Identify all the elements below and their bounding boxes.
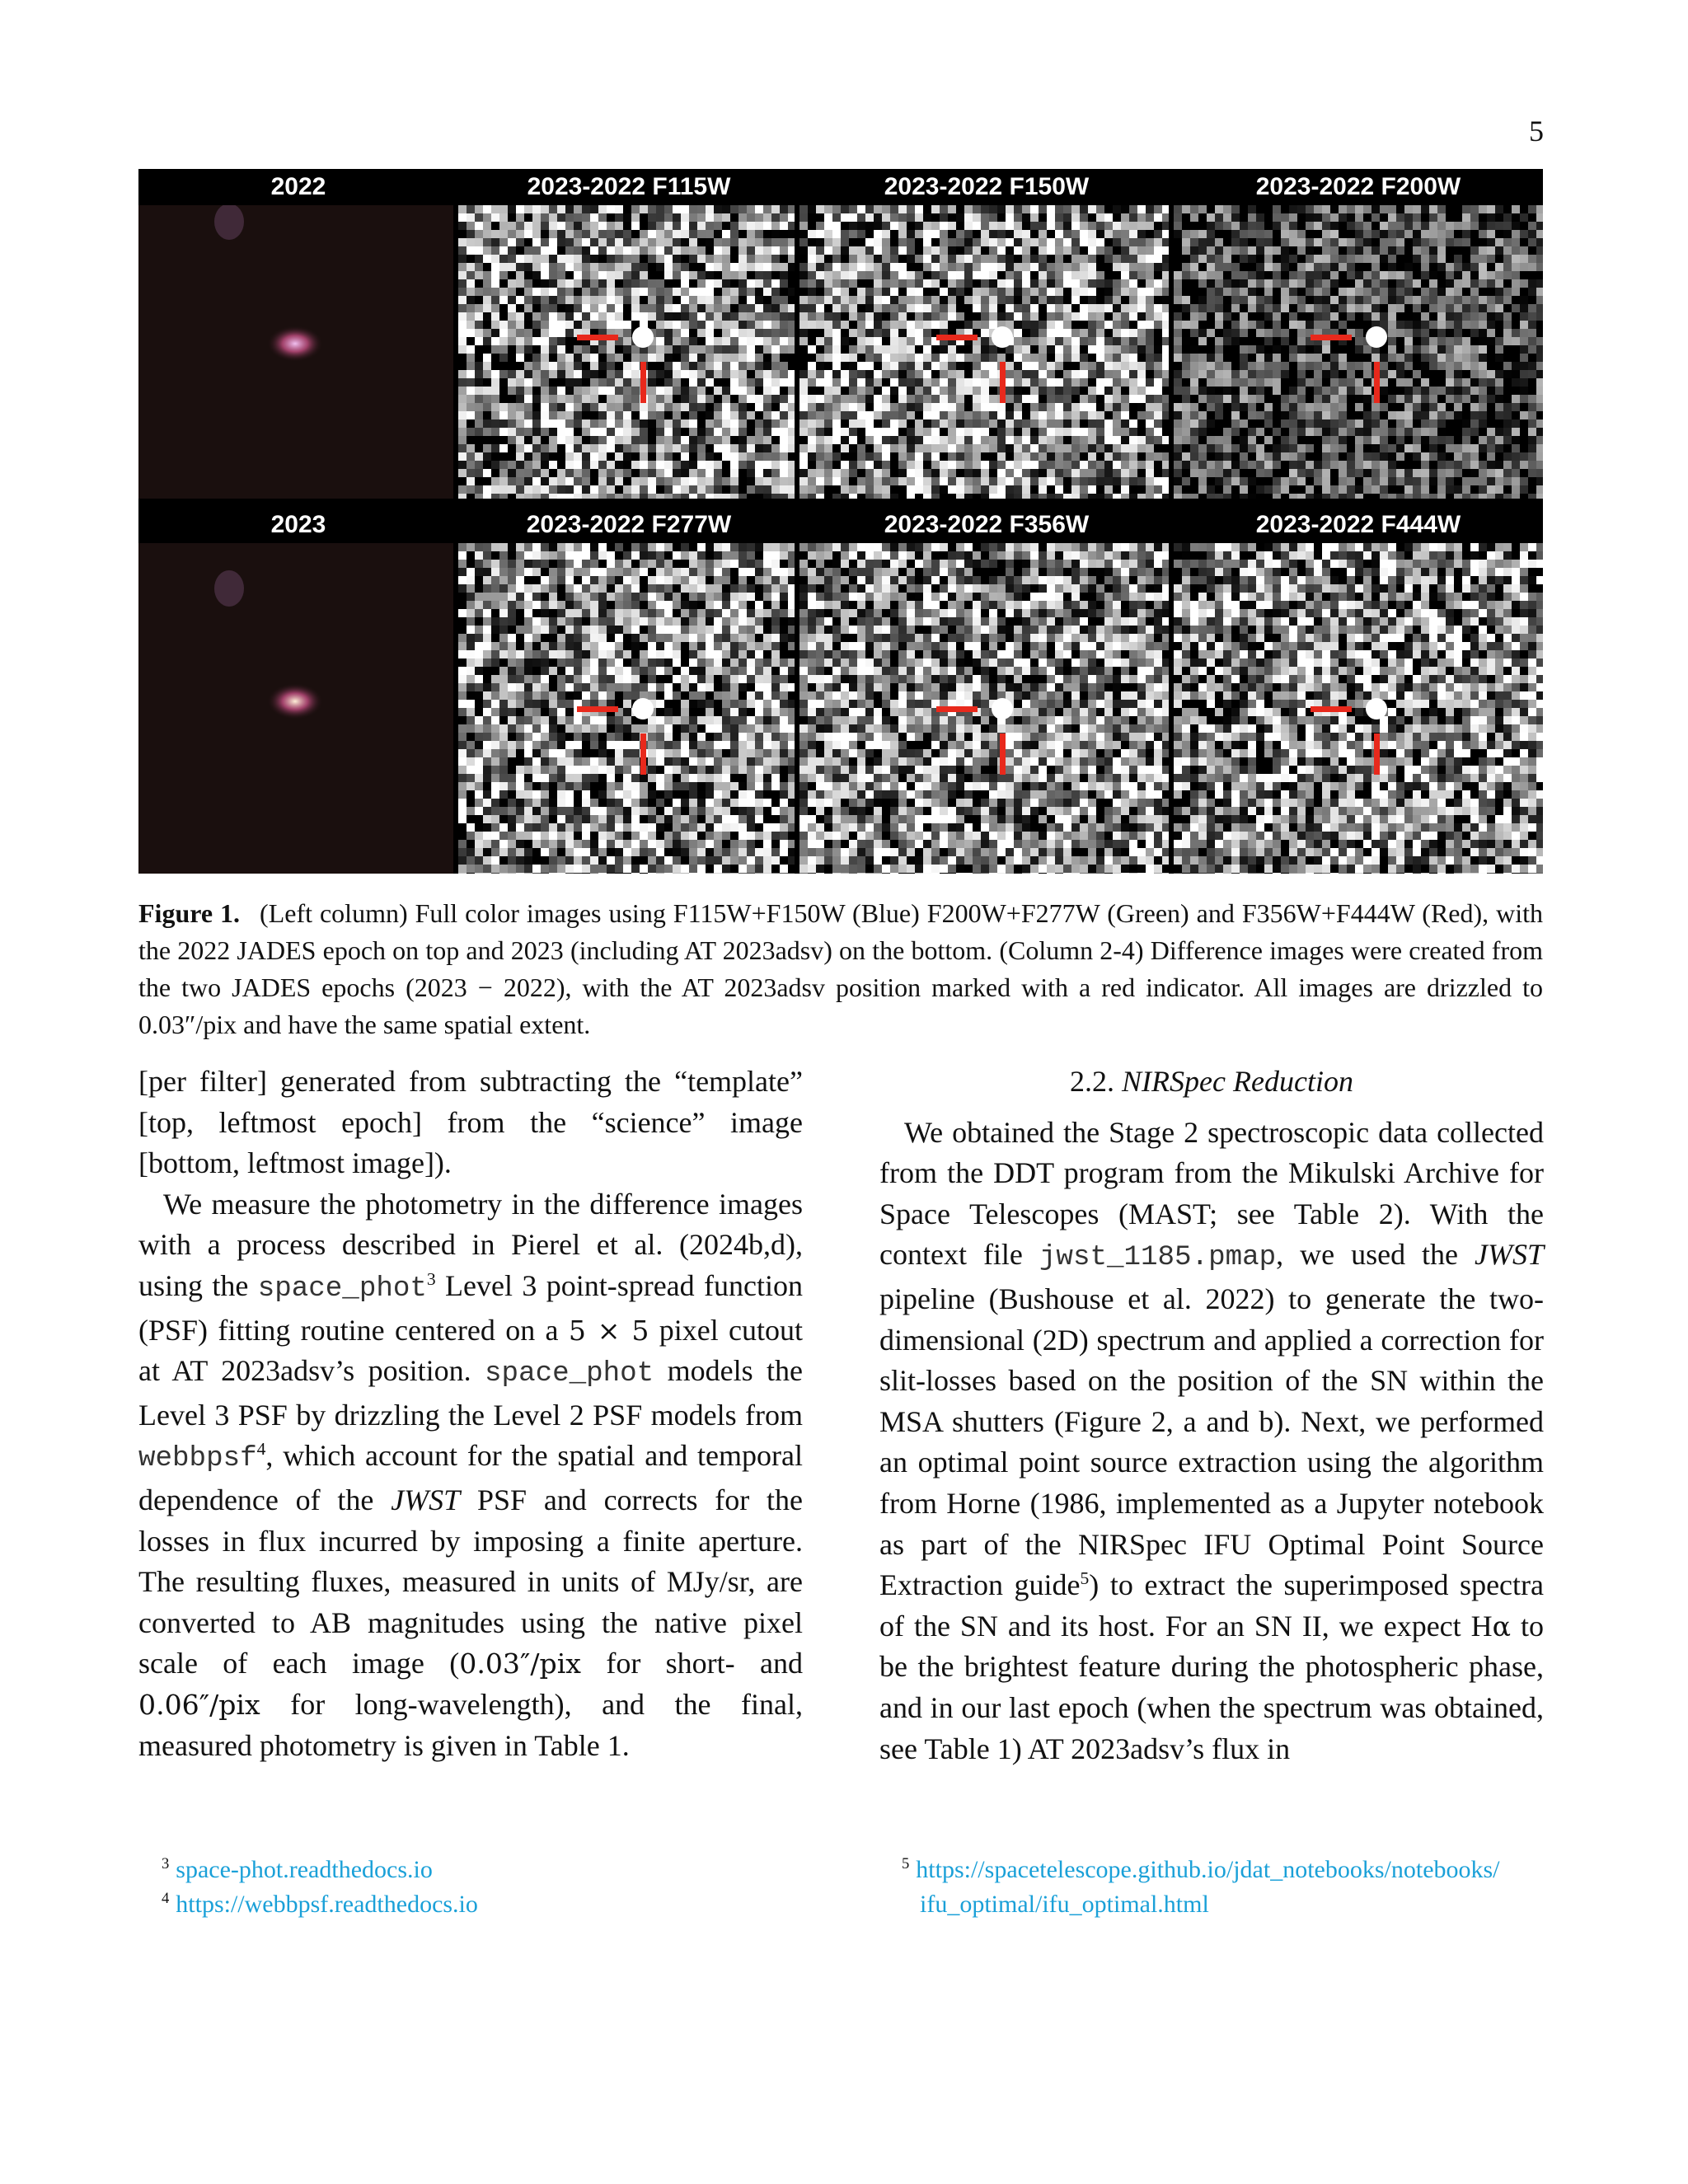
- color-image-panel-1: [138, 169, 458, 499]
- footnote-ref-5[interactable]: 5: [1080, 1568, 1090, 1589]
- neighbor-galaxy-blob: [214, 570, 244, 607]
- marker-vertical: [1000, 362, 1006, 403]
- figure-1-image-grid: [138, 169, 1543, 874]
- panel-label: 2023: [138, 507, 458, 543]
- footnotes-left: [162, 1853, 478, 1922]
- marker-horizontal: [577, 335, 618, 340]
- marker-vertical: [640, 733, 646, 775]
- difference-image-panel-4: [1174, 169, 1543, 499]
- math-003: 0.03″/pix: [459, 1647, 581, 1680]
- panel-label: 2023-2022 F356W: [799, 507, 1174, 543]
- footnote-4: $^4$ https://webbpsf.readthedocs.io: [162, 1890, 478, 1918]
- neighbor-galaxy-blob: [214, 205, 244, 240]
- marker-vertical: [1374, 733, 1380, 775]
- footnote-link-3[interactable]: space-phot.readthedocs.io: [176, 1856, 433, 1883]
- transient-source: [992, 326, 1013, 348]
- color-cutout: [138, 543, 453, 874]
- page-number: 5: [1529, 115, 1544, 148]
- footnote-5: $^5$ https://spacetelescope.github.io/jdat_notebooks/notebooks/: [902, 1855, 1500, 1883]
- right-column: [879, 1062, 1544, 1769]
- host-galaxy-blob: [267, 326, 323, 362]
- panel-label: 2023-2022 F277W: [458, 507, 799, 543]
- transient-source: [1366, 698, 1387, 719]
- difference-image-panel-6: [458, 507, 799, 874]
- footnote-link-5-cont[interactable]: ifu_optimal/ifu_optimal.html: [920, 1891, 1209, 1918]
- panel-label: 2023-2022 F444W: [1174, 507, 1543, 543]
- code-webbpsf: webbpsf: [138, 1443, 257, 1475]
- math-5x5: 5 × 5: [568, 1314, 649, 1347]
- jwst-italic: JWST: [391, 1483, 461, 1516]
- difference-image-panel-8: [1174, 507, 1543, 874]
- math-alpha: α: [1492, 1610, 1512, 1643]
- color-cutout: [138, 205, 453, 499]
- paragraph-nirspec: We obtained the Stage 2 spectroscopic data collected from the DDT program from the Mikulski Archive for Space Telescopes (MAST; see Table 2). With the context file jwst_1185.pmap, we used the JWST pipeline (Bushouse et al. 2022) to generate the two-dimensional (2D) spectrum and applied a correction for slit-losses based on the position of the SN within the MSA shutters (Figure 2, a and b). Next, we performed an optimal point source extraction using the algorithm from Horne (1986, implemented as a Jupyter notebook as part of the NIRSpec IFU Optimal Point Source Extraction guide$^5$) to extract the superimposed spectra of the SN and its host. For an SN II, we expect Hα to be the brightest feature during the photospheric phase, and in our last epoch (when the spectrum was obtained, see Table 1) AT 2023adsv’s flux in: [879, 1115, 1545, 1765]
- panel-label: 2022: [138, 169, 458, 205]
- left-column: [138, 1062, 803, 1766]
- footnote-3: $^3$ space-phot.readthedocs.io: [162, 1855, 433, 1883]
- panel-label: 2023-2022 F200W: [1174, 169, 1543, 205]
- transient-source: [1366, 326, 1387, 348]
- footnote-ref-4[interactable]: 4: [256, 1439, 266, 1460]
- section-heading: 2.2. NIRSpec Reduction: [1070, 1065, 1353, 1098]
- figure-caption: [138, 895, 1543, 1043]
- transient-source: [632, 326, 654, 348]
- jwst-italic: JWST: [1475, 1238, 1545, 1272]
- difference-image-panel-7: [799, 507, 1174, 874]
- footnotes-right: [902, 1853, 1578, 1922]
- marker-horizontal: [936, 706, 978, 712]
- host-galaxy-blob: [267, 683, 323, 719]
- marker-horizontal: [1311, 335, 1352, 340]
- code-space-phot: space_phot: [485, 1358, 654, 1390]
- caption-text: (Left column) Full color images using F115W+F150W (Blue) F200W+F277W (Green) and F356W+F444W (Red), with the 2022 JADES epoch on top and 2023 (including AT 2023adsv) on the bottom. (Column 2-4) Difference images were created from the two JADES epochs (2023 − 2022), with the AT 2023adsv position marked with a red indicator. All images are drizzled to 0.03″/pix and have the same spatial extent.: [138, 898, 1544, 1039]
- transient-source: [992, 698, 1013, 719]
- marker-vertical: [1000, 733, 1006, 775]
- difference-image-panel-2: [458, 169, 799, 499]
- panel-label: 2023-2022 F150W: [799, 169, 1174, 205]
- transient-source: [632, 698, 654, 719]
- difference-cutout: [799, 543, 1169, 874]
- code-pmap: jwst_1185.pmap: [1039, 1242, 1277, 1274]
- footnote-ref-3[interactable]: 3: [426, 1268, 436, 1289]
- math-006: 0.06″/pix: [138, 1688, 260, 1721]
- difference-cutout: [1174, 543, 1543, 874]
- marker-horizontal: [936, 335, 978, 340]
- marker-vertical: [1374, 362, 1380, 403]
- code-space-phot: space_phot: [257, 1272, 427, 1305]
- panel-label: 2023-2022 F115W: [458, 169, 799, 205]
- difference-cutout: [1174, 205, 1543, 499]
- footnote-link-4[interactable]: https://webbpsf.readthedocs.io: [176, 1891, 478, 1918]
- marker-horizontal: [577, 706, 618, 712]
- difference-image-panel-3: [799, 169, 1174, 499]
- color-image-panel-5: [138, 507, 458, 874]
- marker-horizontal: [1311, 706, 1352, 712]
- figure-label: Figure 1.: [138, 898, 241, 928]
- footnote-link-5[interactable]: https://spacetelescope.github.io/jdat_notebooks/notebooks/: [916, 1856, 1500, 1883]
- paragraph-photometry: We measure the photometry in the difference images with a process described in Pierel et al. (2024b,d), using the space_phot$^3$ Level 3 point-spread function (PSF) fitting routine centered on a 5 × 5 pixel cutout at AT 2023adsv’s position. space_phot models the Level 3 PSF by drizzling the Level 2 PSF models from webbpsf$^4$, which account for the spatial and temporal dependence of the JWST PSF and corrects for the losses in flux incurred by imposing a finite aperture. The resulting fluxes, measured in units of MJy/sr, are converted to AB magnitudes using the native pixel scale of each image (0.03″/pix for short- and 0.06″/pix for long-wavelength), and the final, measured photometry is given in Table 1.: [138, 1187, 804, 1762]
- difference-cutout: [458, 205, 795, 499]
- paragraph: [per filter] generated from subtracting the “template” [top, leftmost epoch] from the “science” image [bottom, leftmost image]).: [138, 1065, 803, 1180]
- difference-cutout: [458, 543, 795, 874]
- difference-cutout: [799, 205, 1169, 499]
- marker-vertical: [640, 362, 646, 403]
